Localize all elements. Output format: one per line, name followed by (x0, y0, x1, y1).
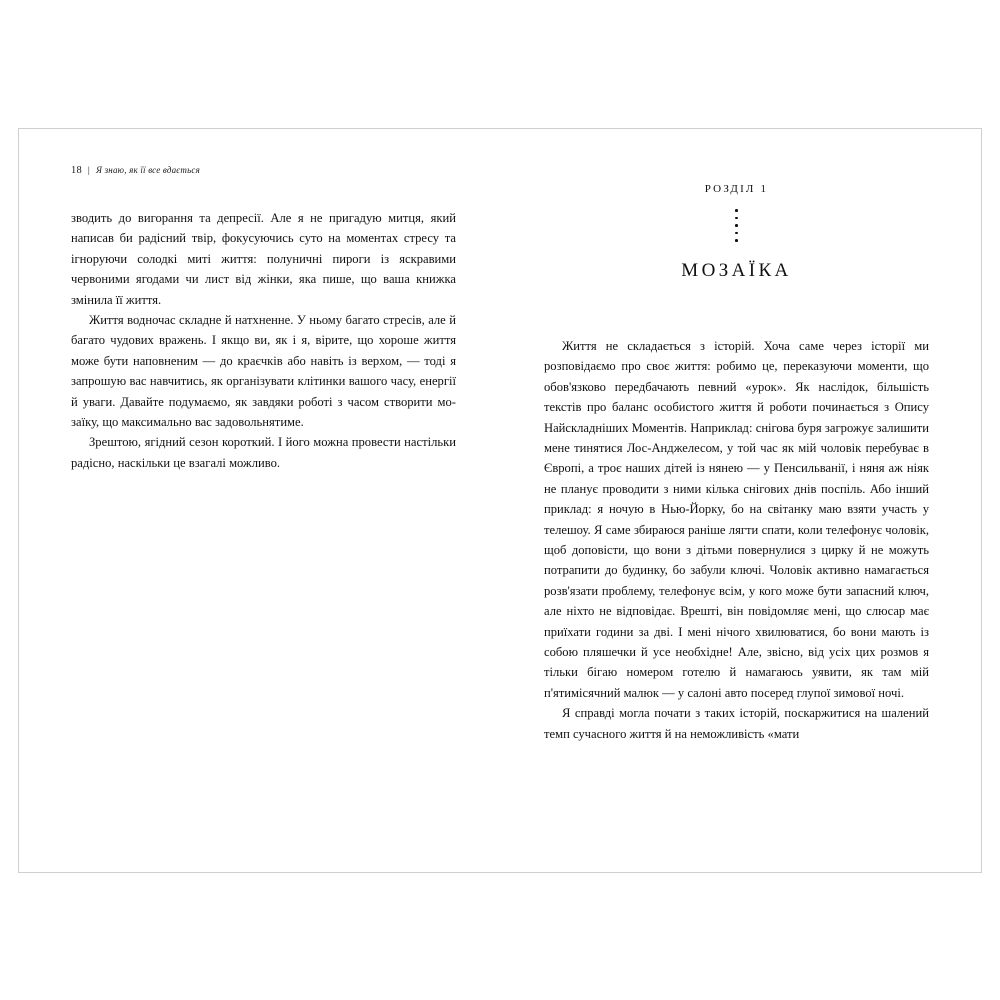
ornament-dot (735, 209, 738, 212)
ornament-dot (735, 232, 738, 235)
ornament-dot (735, 224, 738, 227)
right-page-body (544, 336, 929, 744)
left-page (19, 129, 500, 872)
running-head-title: Я знаю, як її все вдається (96, 165, 200, 175)
page-spread-container (18, 128, 982, 873)
running-head-left (71, 165, 456, 176)
paragraph: Я справді могла почати з таких історій, поскаржитися на шалений темп сучасного життя й на неможливість «мати (544, 706, 929, 741)
chapter-dot-ornament (735, 209, 739, 242)
paragraph: Життя не складається з історій. Хоча саме через історії ми розповідаємо про своє життя: робимо це, переказуючи моменти, що обов'язково передбачають певний «урок». Як наслідок, більшість текстів про баланс особистого життя й роботи починається з Опису Найскладніших Моментів. Наприклад: снігова буря загрожує залишити мене тинятися Лос-Анджелесом, у той час як мій чоловік перебуває в Європі, а троє наших дітей із нянею — у Пенсильванії, і няня аж ніяк не планує проводити з ними кілька снігових днів поспіль. Або інший приклад: я ночую в Нью-Йорку, бо на світанку маю взяти участь у телешоу. Я саме збираюся раніше лягти спати, коли телефонує чоловік, щоб доповісти, що вони з дітьми повернулися з цирку й не можуть потрапити до будинку, бо забули ключі. Чоловік активно намагається розв'язати проблему, телефонує всім, у кого може бути запасний ключ, але ніхто не відповідає. Врешті, він повідомляє мені, що слюсар має приїхати години за дві. І мені нічого хвилюватися, бо вони мають із собою пляшечки й усе необхідне! Але, звісно, від усіх цих розмов я тільки бігаю номером готелю й намагаюсь уявити, як там мій п'ятимісячний малюк — у салоні авто посеред глупої зимової ночі. (544, 338, 929, 700)
chapter-label: РОЗДІЛ 1 (704, 183, 769, 195)
chapter-opener (544, 183, 929, 282)
left-page-body (71, 208, 456, 473)
right-page (500, 129, 981, 872)
paragraph: Зрештою, ягідний сезон короткий. І його можна провести настільки радісно, наскільки це взагалі можливо. (71, 435, 456, 470)
ornament-dot (735, 239, 738, 242)
ornament-dot (735, 217, 738, 220)
chapter-title: МОЗАЇКА (681, 259, 792, 281)
paragraph: Життя водночас складне й натхненне. У ньому багато стресів, але й багато чудових вражень. І якщо ви, як і я, вірите, що хороше життя може бути наповненим — до краєчків або навіть із верхом, — тоді я запрошую вас навчитись, як організувати клітинки вашого часу, енергії й уваги. Давайте подумаємо, як завдяки роботі з часом створити мозаїку, що максимально вас задовольнятиме. (71, 313, 456, 430)
paragraph: зводить до вигорання та депресії. Але я не пригадую митця, який написав би радісний твір, фокусуючись суто на моментах стресу та ігноруючи солодкі миті життя: полуничні пироги із яскравими червоними ягодами чи лист від жінки, яка пише, що ваша книжка змінила її життя. (71, 211, 456, 307)
running-head-separator: | (87, 166, 91, 176)
page-number: 18 (71, 165, 82, 176)
